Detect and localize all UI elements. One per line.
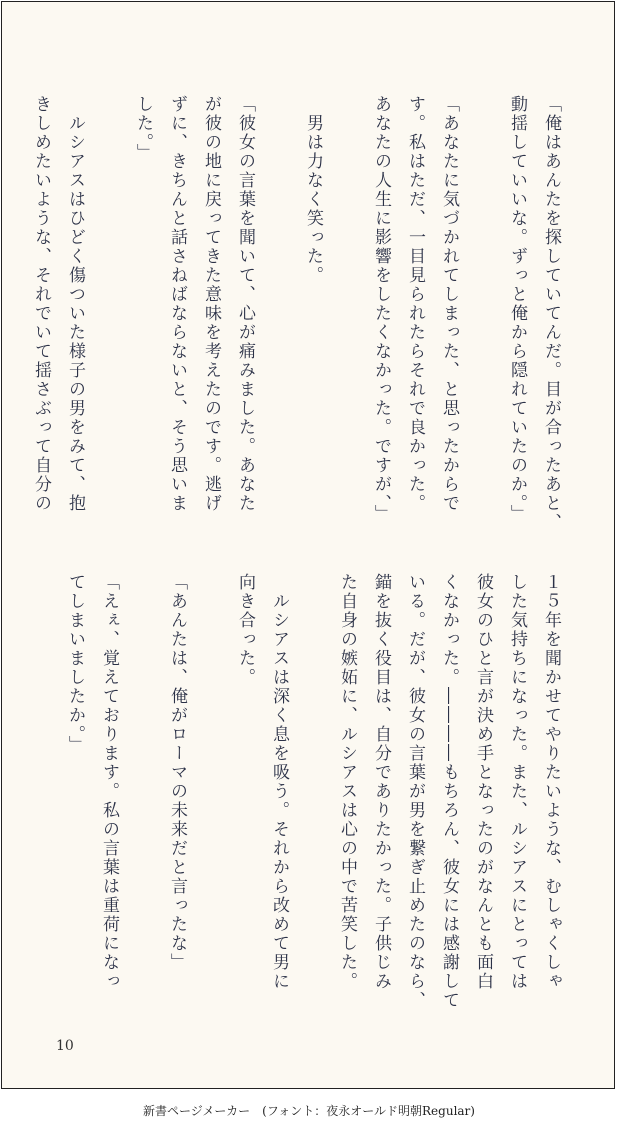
book-page (1, 1, 615, 1089)
page-number: 10 (56, 1038, 74, 1054)
vertical-text-lower: １５年を聞かせてやりたいような、むしゃくしゃ した気持ちになった。また、ルシアスにとっては 彼女のひと言が決め手となったのがなんとも面白 くなかった。――――もちろん、彼女には感謝して いる。だが、彼女の言葉が男を繋ぎ止めたのなら、 錨を抜く役目は、自分でありたかった。子供じみ た自身の嫉妬に、ルシアスは心の中で苦笑した。 ルシアスは深く息を吸う。それから改めて男に 向き合った。 「あんたは、俺がローマの未来だと言ったな」 「えぇ、覚えております。私の言葉は重荷になっ てしまいましたか。」 (65, 573, 561, 1010)
footer-caption: 新書ページメーカー (フォント：夜永オールド明朝Regular) (143, 1104, 475, 1118)
vertical-text-upper: 「俺はあんたを探していてんだ。目が合ったあと、 動揺していいな。ずっと俺から隠れていたのか。」 「あなたに気づかれてしまった、と思ったからで す。私はただ、一目見られたらそれで良かった。 あなたの人生に影響をしたくなかった。ですが、」 男は力なく笑った。 「彼女の言葉を聞いて、心が痛みました。あなた が彼の地に戻ってきた意味を考えたのです。逃げ ずに、きちんと話さねばならないと、そう思いま した。」 ルシアスはひどく傷ついた様子の男をみて、抱 きしめたいような、それでいて揺さぶって自分の (31, 95, 561, 532)
